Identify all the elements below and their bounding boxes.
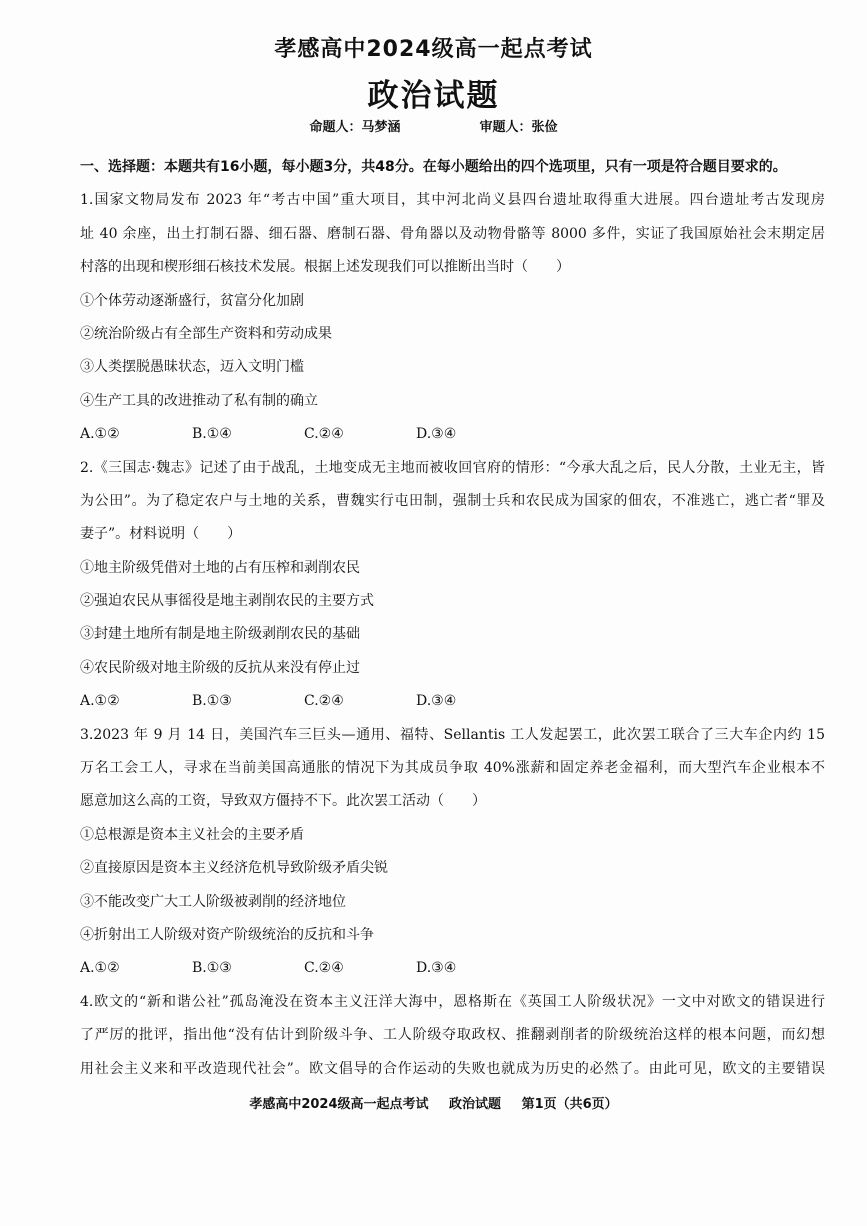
q1-choice-d: D.③④ [416,426,457,443]
q1-option-3: ③人类摆脱愚昧状态，迈入文明门槛 [80,359,304,376]
q2-option-2: ②强迫农民从事徭役是地主剥削农民的主要方式 [80,593,374,610]
q3-option-4: ④折射出工人阶级对资产阶级统治的反抗和斗争 [80,926,374,943]
q3-option-3: ③不能改变广大工人阶级被剥削的经济地位 [80,893,346,910]
q4-stem-line-3: 用社会主义来和平改造现代社会”。欧文倡导的合作运动的失败也就成为历史的必然了。由此可见，欧文的主要错误 [80,1060,825,1077]
author-label: 命题人：马梦涵 [309,120,401,135]
authors-line [0,116,867,135]
q2-option-3: ③封建土地所有制是地主阶级剥削农民的基础 [80,626,360,643]
q3-choice-d: D.③④ [416,960,457,977]
exam-title: 孝感高中2024级高一起点考试 [274,37,593,62]
q3-choice-b: B.①③ [192,960,232,977]
q4-stem-line-2: 了严厉的批评，指出他“没有估计到阶级斗争、工人阶级夺取政权、推翻剥削者的阶级统治这样的根本问题，而幻想 [80,1027,825,1044]
q2-choices [80,690,825,723]
q1-option-1: ①个体劳动逐渐盛行，贫富分化加剧 [80,292,304,309]
subject-title: 政治试题 [367,78,500,114]
q3-stem-line-1: 3.2023 年 9 月 14 日，美国汽车三巨头—通用、福特、Sellantis 工人发起罢工，此次罢工联合了三大车企内约 15 [80,726,825,743]
section-heading: 一、选择题：本题共有16小题，每小题3分，共48分。在每小题给出的四个选项里，只有一项是符合题目要求的。 [80,159,787,175]
q1-choices [80,423,825,456]
q2-stem-line-2: 为公田”。为了稳定农户与土地的关系，曹魏实行屯田制，强制士兵和农民成为国家的佃农，不准逃亡，逃亡者“罪及 [80,492,825,509]
q2-choice-b: B.①③ [192,693,232,710]
q3-option-1: ①总根源是资本主义社会的主要矛盾 [80,826,304,843]
footer-exam-name: 孝感高中2024级高一起点考试 [249,1097,429,1112]
q2-choice-c: C.②④ [304,693,344,710]
q2-option-1: ①地主阶级凭借对土地的占有压榨和剥削农民 [80,559,360,576]
q2-stem-line-3: 妻子”。材料说明（ ） [80,526,242,543]
q3-choice-c: C.②④ [304,960,344,977]
page-footer [0,1093,867,1112]
q4-stem-line-1: 4.欧文的“新和谐公社”孤岛淹没在资本主义汪洋大海中，恩格斯在《英国工人阶级状况》一文中对欧文的错误进行 [80,993,825,1010]
footer-page-number: 第1页（共6页） [521,1097,618,1112]
q1-option-4: ④生产工具的改进推动了私有制的确立 [80,392,318,409]
footer-subject: 政治试题 [449,1097,502,1112]
reviewer-label: 审题人：张俭 [479,120,558,135]
q3-choices [80,957,825,990]
q1-choice-c: C.②④ [304,426,344,443]
q3-stem-line-2: 万名工会工人，寻求在当前美国高通胀的情况下为其成员争取 40%涨薪和固定养老金福利，而大型汽车企业根本不 [80,760,825,777]
q2-stem-line-1: 2.《三国志·魏志》记述了由于战乱，土地变成无主地而被收回官府的情形：“今承大乱之后，民人分散，土业无主，皆 [80,459,825,476]
q3-choice-a: A.①② [80,960,120,977]
q1-stem-line-1: 1.国家文物局发布 2023 年“考古中国”重大项目，其中河北尚义县四台遗址取得重大进展。四台遗址考古发现房 [80,192,825,209]
question-body [80,156,825,1091]
q2-choice-d: D.③④ [416,693,457,710]
q2-option-4: ④农民阶级对地主阶级的反抗从来没有停止过 [80,659,360,676]
q1-stem-line-3: 村落的出现和楔形细石核技术发展。根据上述发现我们可以推断出当时（ ） [80,259,570,276]
q3-stem-line-3: 愿意加这么高的工资，导致双方僵持不下。此次罢工活动（ ） [80,793,486,810]
q2-choice-a: A.①② [80,693,120,710]
q1-option-2: ②统治阶级占有全部生产资料和劳动成果 [80,325,332,342]
q1-choice-a: A.①② [80,426,120,443]
q1-stem-line-2: 址 40 余座，出土打制石器、细石器、磨制石器、骨角器以及动物骨骼等 8000 多件，实证了我国原始社会末期定居 [80,225,825,242]
q1-choice-b: B.①④ [192,426,232,443]
q3-option-2: ②直接原因是资本主义经济危机导致阶级矛盾尖锐 [80,860,388,877]
